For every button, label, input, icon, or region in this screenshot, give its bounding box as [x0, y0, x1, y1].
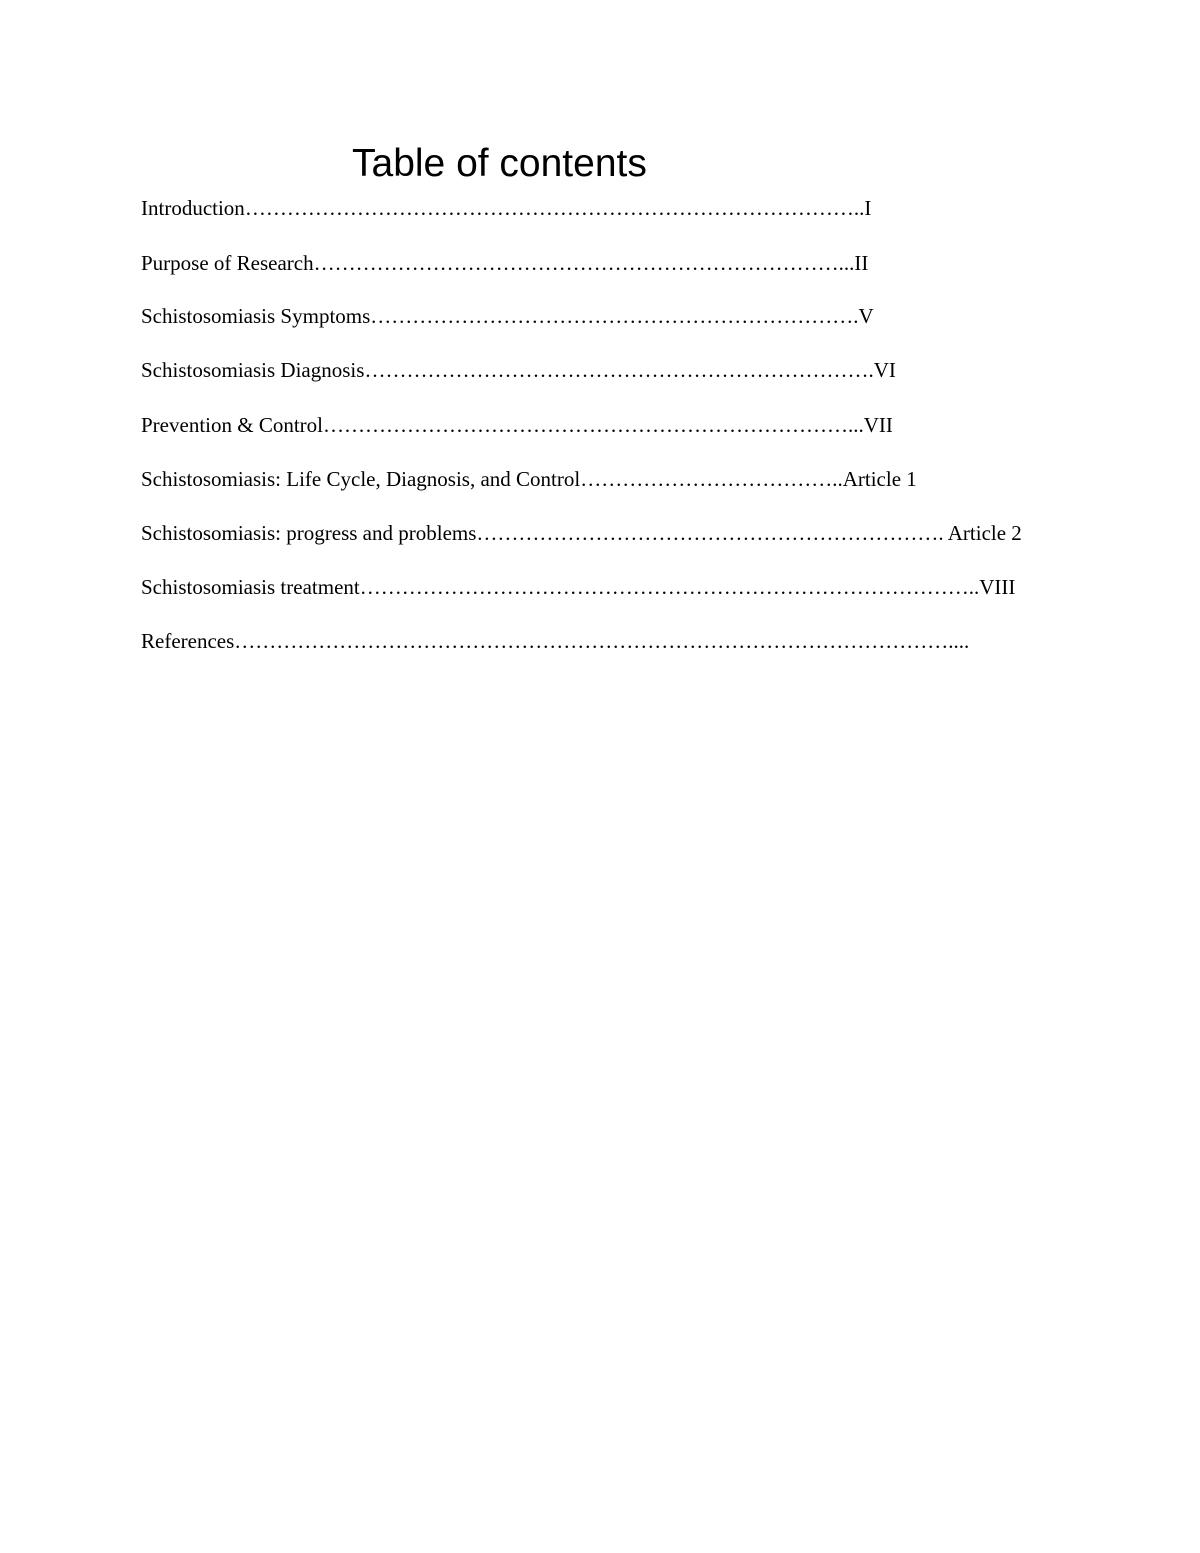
toc-leader-dots: …………………………………………………………………... — [323, 413, 864, 437]
toc-entry-article-1 — [141, 464, 917, 494]
toc-entry-treatment — [141, 572, 1015, 602]
toc-page-number: V — [858, 304, 874, 328]
toc-leader-dots: ……………………………….. — [580, 467, 843, 491]
toc-entry-label: Schistosomiasis treatment — [141, 575, 360, 599]
toc-entry-symptoms — [141, 301, 874, 331]
toc-page-number: VIII — [979, 575, 1016, 599]
toc-entry-references — [141, 626, 969, 656]
toc-entry-label: References — [141, 629, 235, 653]
toc-page-number: I — [864, 196, 872, 220]
toc-entry-label: Prevention & Control — [141, 413, 323, 437]
toc-entry-article-2 — [141, 518, 1022, 548]
toc-page-number: VII — [863, 413, 893, 437]
toc-leader-dots: …………………………………………………………………………….. — [244, 196, 865, 220]
toc-entry-label: Schistosomiasis: progress and problems — [141, 521, 477, 545]
toc-entry-label: Schistosomiasis: Life Cycle, Diagnosis, and Control — [141, 467, 581, 491]
toc-leader-dots: …………………………………………………………. — [476, 521, 948, 545]
toc-entry-label: Schistosomiasis Diagnosis — [141, 358, 365, 382]
toc-leader-dots: …………………………………………………………………... — [313, 251, 855, 275]
toc-page-number: Article 2 — [947, 521, 1022, 545]
toc-entry-introduction — [141, 193, 871, 223]
toc-leader-dots: ……………………………………………………………. — [370, 304, 859, 328]
toc-page-number: VI — [873, 358, 896, 382]
toc-leader-dots: …………………………………………………………………………….. — [359, 575, 980, 599]
toc-page-number: II — [854, 251, 869, 275]
toc-entry-prevention-control — [141, 410, 893, 440]
toc-entry-label: Introduction — [141, 196, 245, 220]
toc-entry-purpose-of-research — [141, 248, 868, 278]
toc-leader-dots: ………………………………………………………………………………………….... — [234, 629, 970, 653]
toc-entry-label: Purpose of Research — [141, 251, 314, 275]
toc-leader-dots: ………………………………………………………………. — [364, 358, 874, 382]
page-title: Table of contents — [352, 142, 647, 185]
toc-entry-diagnosis — [141, 355, 896, 385]
toc-entry-label: Schistosomiasis Symptoms — [141, 304, 371, 328]
toc-page-number: Article 1 — [842, 467, 917, 491]
